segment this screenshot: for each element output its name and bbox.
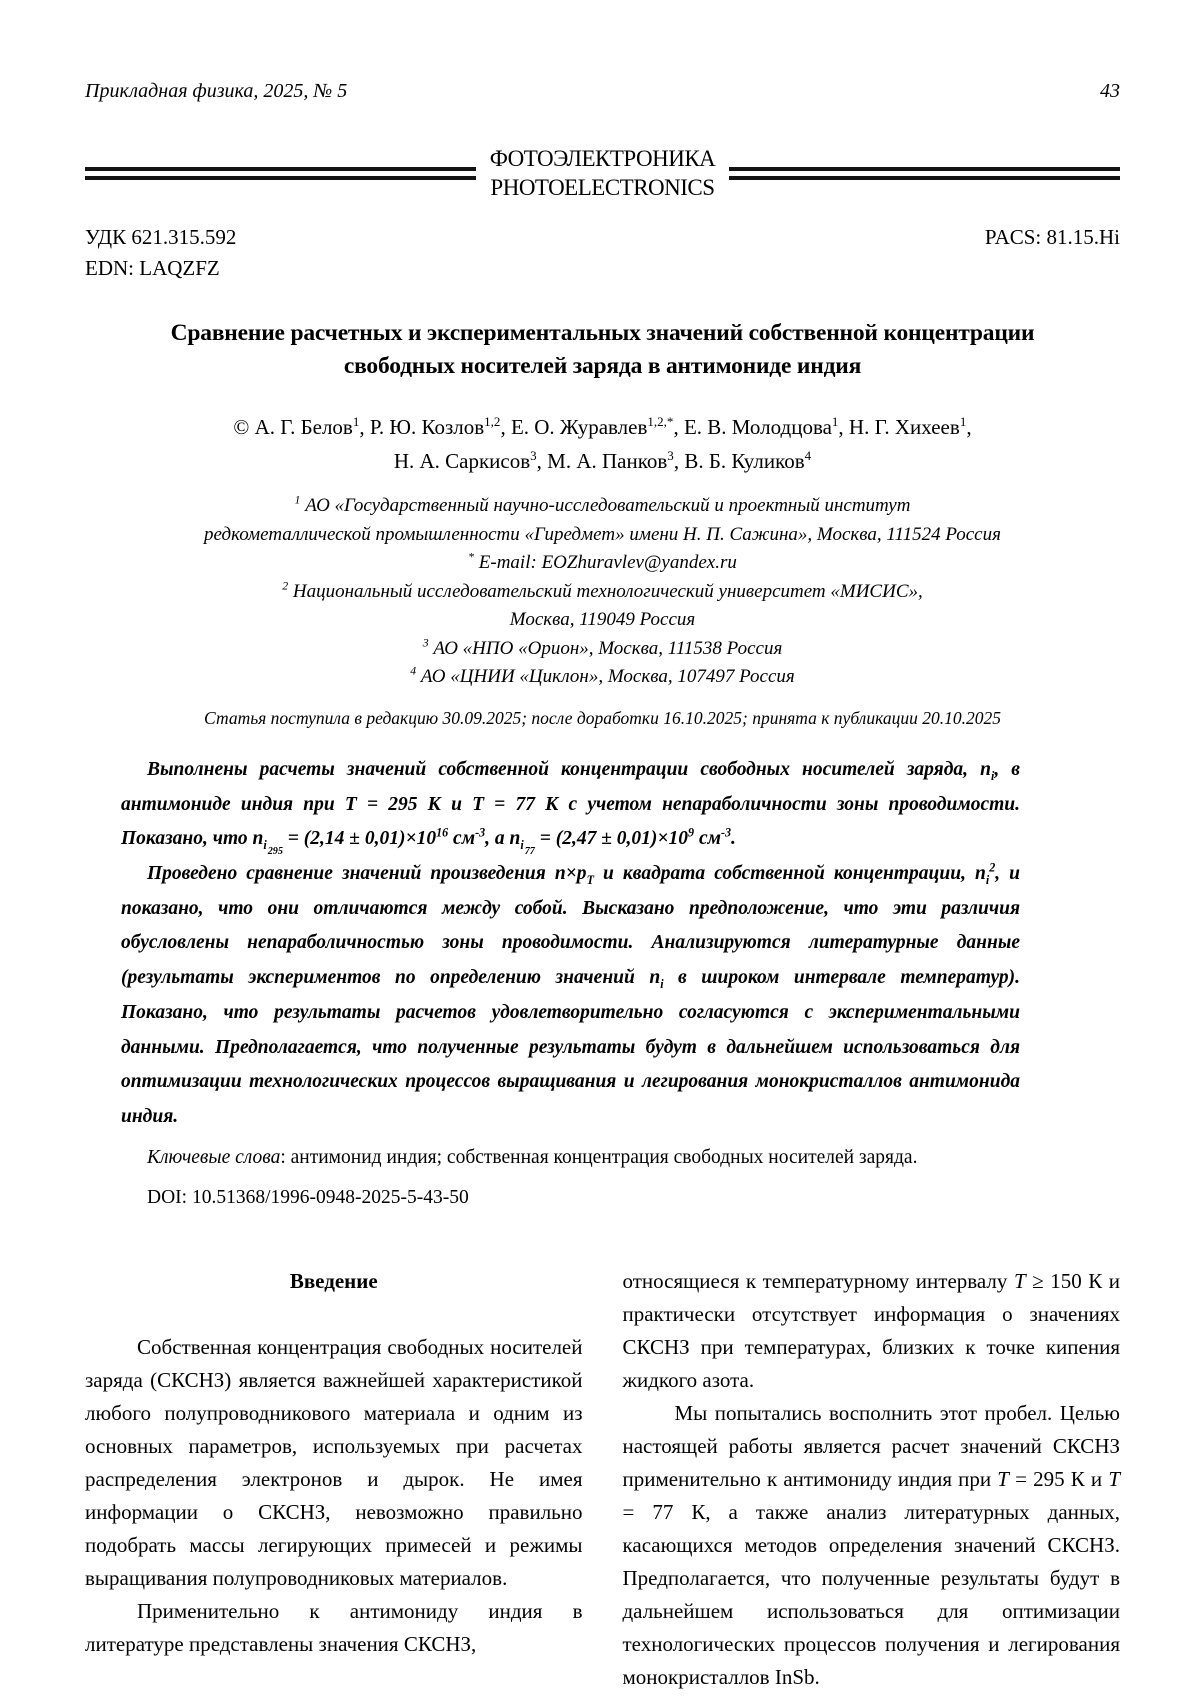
affiliation-line: редкометаллической промышленности «Гиредмет» имени Н. П. Сажина», Москва, 111524 Россия <box>204 523 1001 545</box>
section-banner-title <box>476 145 730 203</box>
banner-rule-left <box>85 167 476 180</box>
edn-code: EDN: LAQZFZ <box>85 255 220 280</box>
keywords-label: Ключевые слова <box>147 1146 281 1168</box>
affiliation-line: $^2$ Национальный исследовательский технологический университет «МИСИС», <box>282 579 923 602</box>
affiliation-line: $^3$ АО «НПО «Орион», Москва, 111538 Россия <box>422 636 783 659</box>
abstract-paragraph: Проведено сравнение значений произведения $n\times p_T$ и квадрата собственной концентрации, $n_i^2$, и показано, что они отличаются между собой. Высказано предположение, что эти различия обусловлены непараболичностью зоны проводимости. Анализируются литературные данные (результаты экспериментов по определению значений $n_i$ в широком интервале температур). Показано, что результаты расчетов удовлетворительно согласуются с экспериментальными данными. Предполагается, что полученные результаты будут в дальнейшем использоваться для оптимизации технологических процессов выращивания и легирования монокристаллов антимонида индия. <box>121 860 1020 1127</box>
authors-line: Н. А. Саркисов$^3$, М. А. Панков$^3$, В. Б. Куликов$^4$ <box>393 447 812 473</box>
abstract <box>121 753 1020 1135</box>
abstract-paragraph: Выполнены расчеты значений собственной концентрации свободных носителей заряда, $n_i$, в антимониде индия при Т = 295 К и Т = 77 К с учетом непараболичности зоны проводимости. Показано, что $n_{i295} = (2,14 \pm 0,01)\times 10^{16}$ $см^{-3}$, а $n_{i77} = (2,47 \pm 0,01)\times 10^9$ $см^{-3}$. <box>121 758 1020 858</box>
section-banner <box>85 145 1120 203</box>
affiliation-line: $^4$ АО «ЦНИИ «Циклон», Москва, 107497 Россия <box>410 665 795 688</box>
journal-name: Прикладная физика, 2025, № 5 <box>85 80 348 102</box>
email-link[interactable]: * E-mail: EOZhuravlev@yandex.ru <box>468 551 737 574</box>
udk-code: УДК 621.315.592 <box>85 224 237 249</box>
received-dates: Статья поступила в редакцию 30.09.2025; после доработки 16.10.2025; принята к публикации 20.10.2025 <box>204 707 1001 728</box>
section-title-ru: ФОТОЭЛЕКТРОНИКА <box>489 146 716 171</box>
authors-line: © А. Г. Белов$^1$, Р. Ю. Козлов$^{1,2}$, Е. О. Журавлев$^{1,2,*}$, Е. В. Молодцова$^1$, Н. Г. Хихеев$^1$, <box>233 414 972 440</box>
article-title: Сравнение расчетных и экспериментальных значений собственной концентрации свободных носителей заряда в антимониде индия <box>170 319 1035 379</box>
intro-heading: Введение <box>289 1268 378 1293</box>
authors-block <box>85 411 1120 478</box>
keywords-text: : антимонид индия; собственная концентрация свободных носителей заряда. <box>280 1146 918 1168</box>
keywords-line <box>121 1147 1020 1169</box>
body-paragraph: Мы попытались восполнить этот пробел. Целью настоящей работы является расчет значений СКСНЗ применительно к антимониду индия при T = 295 К и T = 77 К, а также анализ литературных данных, касающихся методов определения значений СКСНЗ. Предполагается, что полученные результаты будут в дальнейшем использоваться для оптимизации технологических процессов получения и легирования монокристаллов InSb. <box>622 1400 1120 1690</box>
page-number: 43 <box>1100 80 1120 102</box>
right-column <box>623 1265 1121 1695</box>
running-head <box>85 80 1120 103</box>
banner-rule-right <box>729 167 1120 180</box>
doi-line: DOI: 10.51368/1996-0948-2025-5-43-50 <box>147 1186 469 1208</box>
affiliations-block <box>85 492 1120 692</box>
body-paragraph: Собственная концентрация свободных носителей заряда (СКСНЗ) является важнейшей характеристикой любого полупроводникового материала и одним из основных параметров, используемых при расчетах распределения электронов и дырок. Не имея информации о СКСНЗ, невозможно правильно подобрать массы легирующих примесей и режимы выращивания полупроводниковых материалов. <box>85 1334 583 1591</box>
left-column <box>85 1265 583 1695</box>
pacs-code: PACS: 81.15.Hi <box>984 224 1120 249</box>
two-column-body <box>85 1265 1120 1695</box>
body-paragraph: Применительно к антимониду индия в литературе представлены значения СКСНЗ, <box>85 1599 583 1657</box>
affiliation-line: $^1$ АО «Государственный научно-исследовательский и проектный институт <box>294 494 911 517</box>
affiliation-line: Москва, 119049 Россия <box>509 609 696 631</box>
section-title-en: PHOTOELECTRONICS <box>490 174 715 200</box>
codes-row <box>85 225 1120 250</box>
body-paragraph: относящиеся к температурному интервалу T ≥ 150 К и практически отсутствует информация о значениях СКСНЗ при температурах, близких к точке кипения жидкого азота. <box>622 1268 1120 1392</box>
